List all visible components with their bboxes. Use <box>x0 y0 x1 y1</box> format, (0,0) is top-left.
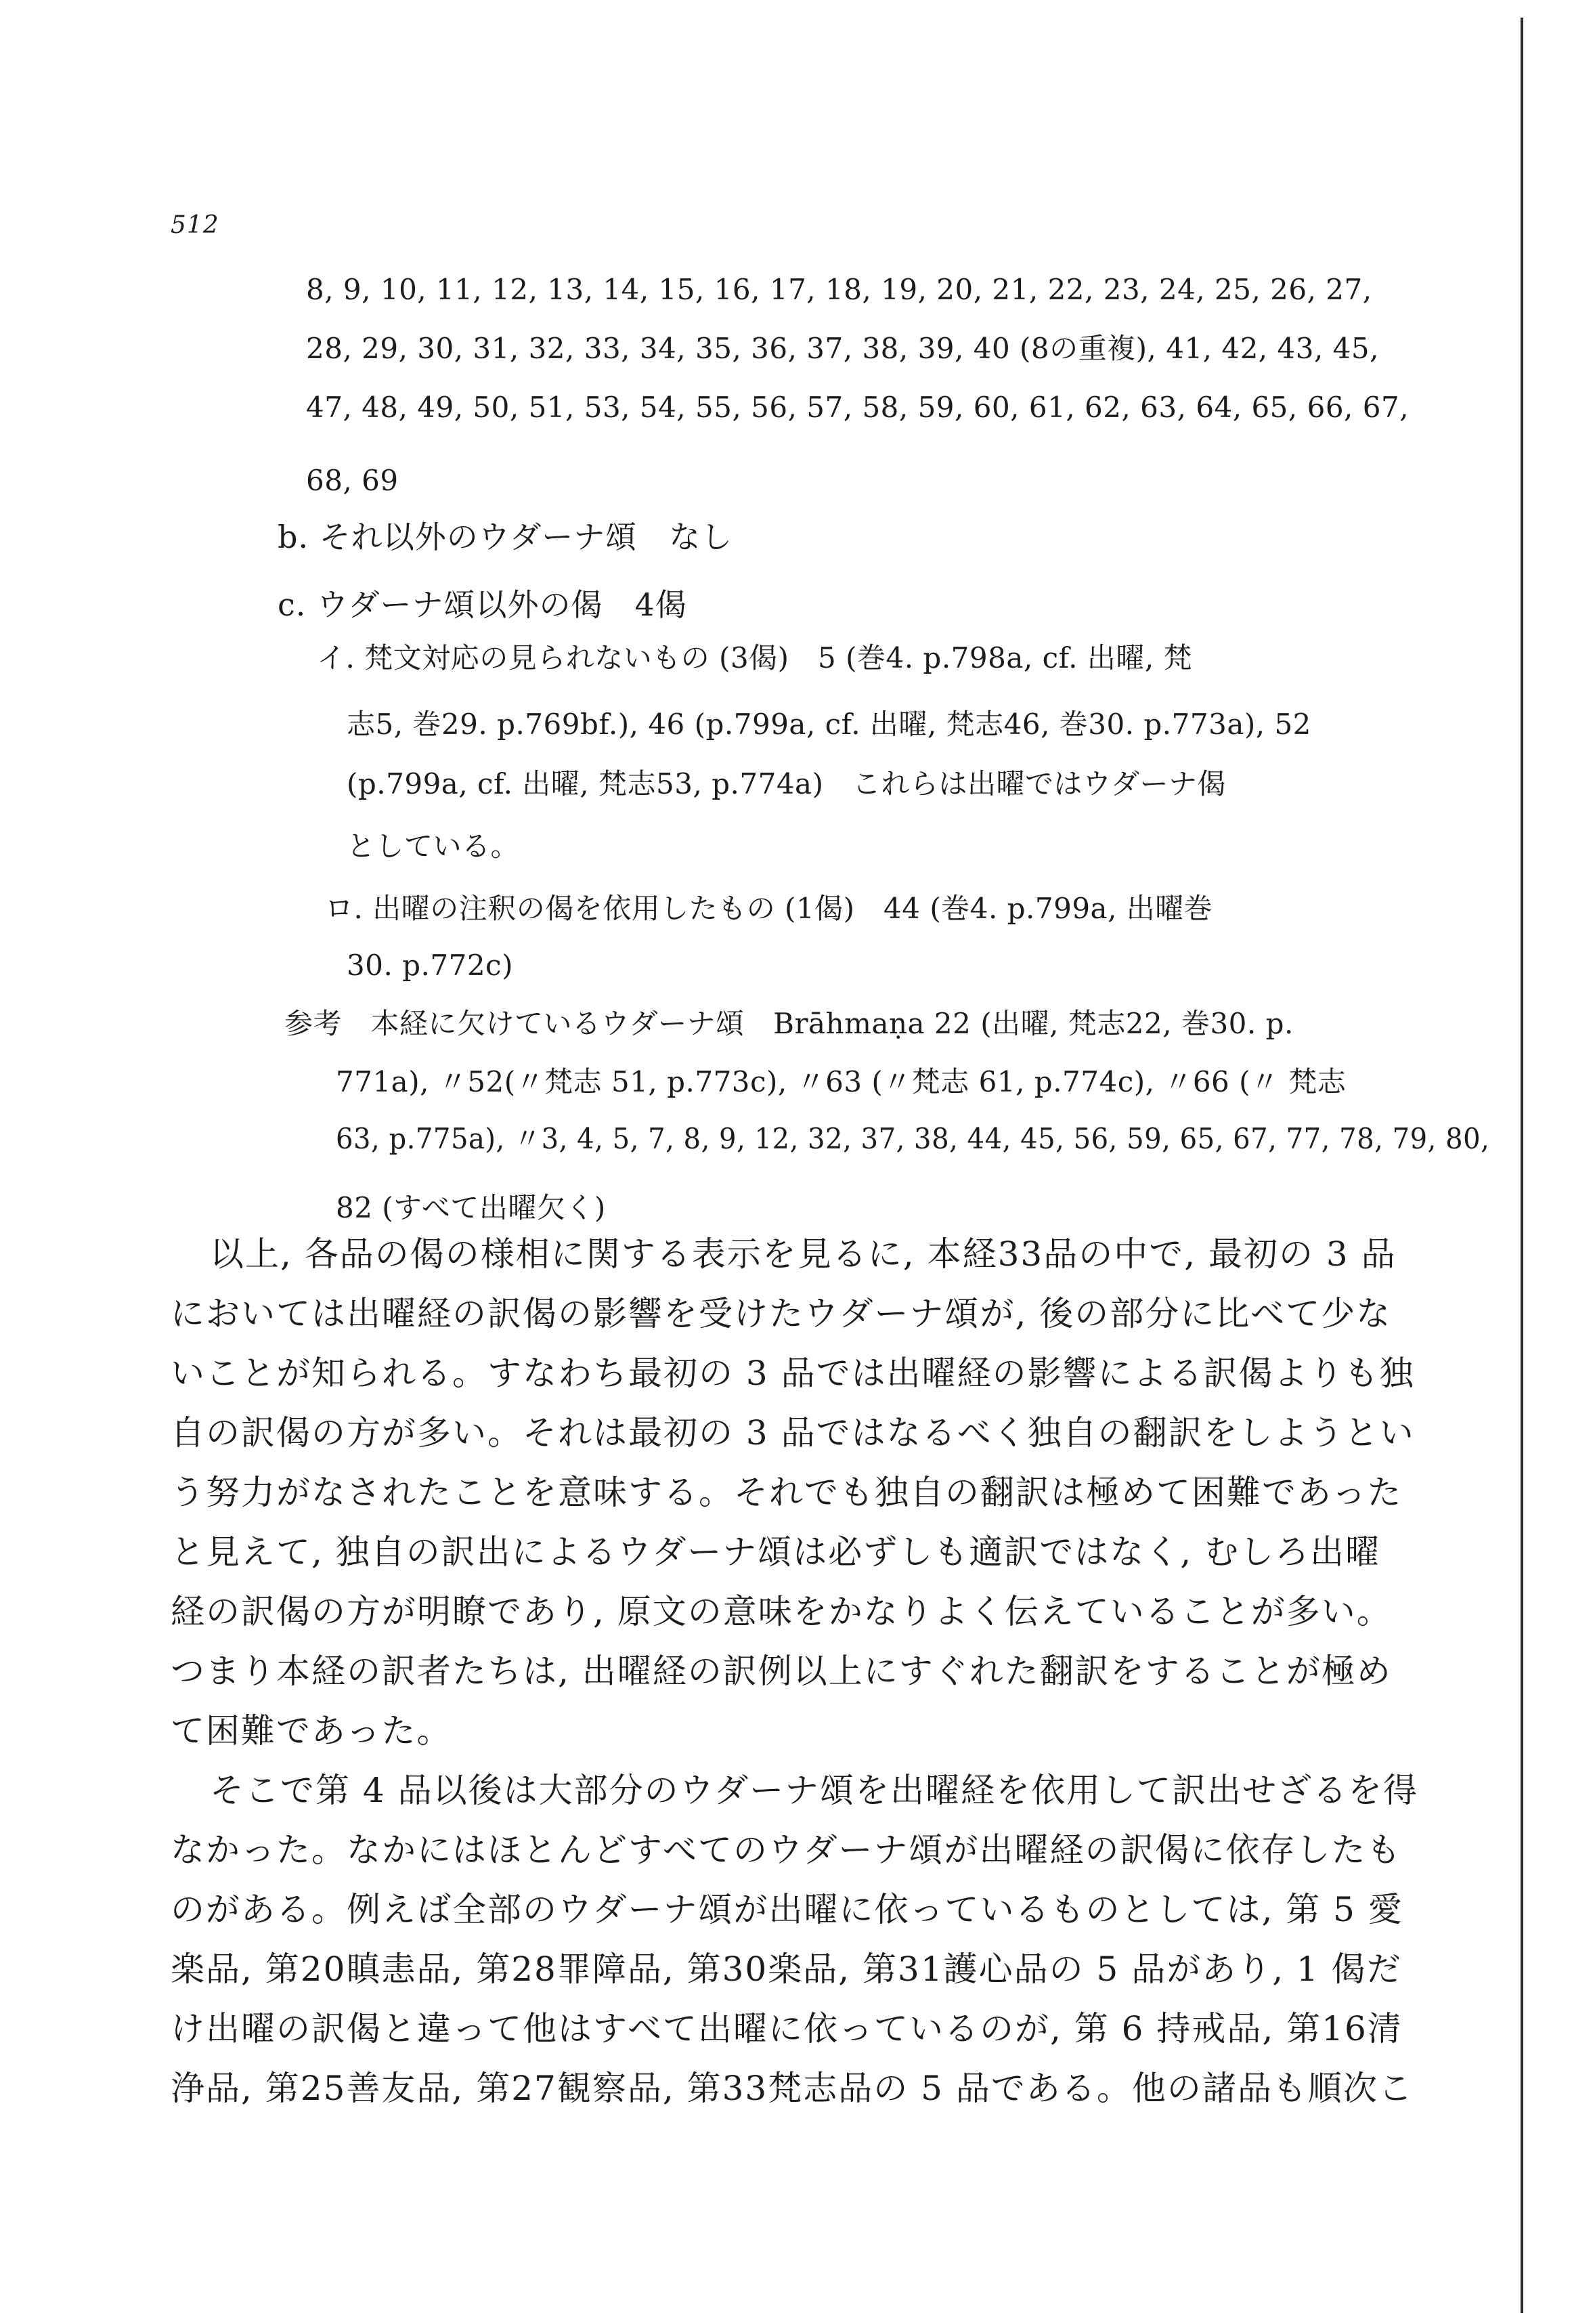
paragraph-line: つまり本経の訳者たちは, 出曜経の訳例以上にすぐれた翻訳をすることが極め <box>171 1652 1392 1691</box>
paragraph-line: なかった。なかにはほとんどすべてのウダーナ頌が出曜経の訳偈に依存したも <box>171 1830 1402 1870</box>
sub-item-i-line: としている。 <box>347 830 520 863</box>
reference-line: 771a), 〃52(〃梵志 51, p.773c), 〃63 (〃梵志 61, p.774c), 〃66 (〃 梵志 <box>336 1065 1347 1098</box>
list-line: 8, 9, 10, 11, 12, 13, 14, 15, 16, 17, 18, 19, 20, 21, 22, 23, 24, 25, 26, 27, <box>306 273 1372 306</box>
paragraph-line: においては出曜経の訳偈の影響を受けたウダーナ頌が, 後の部分に比べて少な <box>171 1294 1392 1333</box>
list-line: 47, 48, 49, 50, 51, 53, 54, 55, 56, 57, 58, 59, 60, 61, 62, 63, 64, 65, 66, 67, <box>306 391 1410 424</box>
list-line: 68, 69 <box>306 464 399 497</box>
paragraph-line: そこで第 4 品以後は大部分のウダーナ頌を出曜経を依用して訳出せざるを得 <box>210 1771 1419 1810</box>
paragraph-line: 以上, 各品の偈の様相に関する表示を見るに, 本経33品の中で, 最初の 3 品 <box>210 1234 1397 1274</box>
item-c: c. ウダーナ頌以外の偈 4偈 <box>278 586 687 623</box>
paragraph-line: け出曜の訳偈と違って他はすべて出曜に依っているのが, 第 6 持戒品, 第16清 <box>171 2009 1403 2048</box>
sub-item-ro-line: 30. p.772c) <box>347 949 513 982</box>
reference-line: 63, p.775a), 〃3, 4, 5, 7, 8, 9, 12, 32, 37, 38, 44, 45, 56, 59, 65, 67, 77, 78, 79, 80, <box>336 1122 1490 1155</box>
paragraph-line: のがある。例えば全部のウダーナ頌が出曜に依っているものとしては, 第 5 愛 <box>171 1890 1403 1929</box>
paragraph-line: 浄品, 第25善友品, 第27観察品, 第33梵志品の 5 品である。他の諸品も順次こ <box>171 2069 1414 2108</box>
sub-item-i-line: 志5, 巻29. p.769bf.), 46 (p.799a, cf. 出曜, 梵志46, 巻30. p.773a), 52 <box>347 708 1311 741</box>
paragraph-line: 自の訳偈の方が多い。それは最初の 3 品ではなるべく独自の翻訳をしようとい <box>171 1413 1415 1452</box>
reference-heading: 参考 本経に欠けているウダーナ頌 Brāhmaṇa 22 (出曜, 梵志22, 巻30. p. <box>284 1007 1294 1040</box>
paragraph-line: 楽品, 第20瞋恚品, 第28罪障品, 第30楽品, 第31護心品の 5 品があり, 1 偈だ <box>171 1950 1402 1989</box>
list-line: 28, 29, 30, 31, 32, 33, 34, 35, 36, 37, 38, 39, 40 (8の重複), 41, 42, 43, 45, <box>306 332 1379 365</box>
page-edge-line <box>1521 18 1523 2313</box>
sub-item-i: イ. 梵文対応の見られないもの (3偈) 5 (巻4. p.798a, cf. 出曜, 梵 <box>317 641 1193 674</box>
sub-item-i-line: (p.799a, cf. 出曜, 梵志53, p.774a) これらは出曜ではウダーナ偈 <box>347 767 1227 800</box>
paragraph-line: と見えて, 独自の訳出によるウダーナ頌は必ずしも適訳ではなく, むしろ出曜 <box>171 1532 1381 1572</box>
paragraph-line: 経の訳偈の方が明瞭であり, 原文の意味をかなりよく伝えていることが多い。 <box>171 1592 1392 1631</box>
paragraph-line: て困難であった。 <box>171 1711 452 1750</box>
sub-item-ro: ロ. 出曜の注釈の偈を依用したもの (1偈) 44 (巻4. p.799a, 出曜巻 <box>325 892 1213 925</box>
item-b: b. それ以外のウダーナ頌 なし <box>278 519 733 555</box>
paragraph-line: いことが知られる。すなわち最初の 3 品では出曜経の影響による訳偈よりも独 <box>171 1354 1415 1393</box>
page-number: 512 <box>171 211 219 239</box>
reference-line: 82 (すべて出曜欠く) <box>336 1191 606 1224</box>
paragraph-line: う努力がなされたことを意味する。それでも独自の翻訳は極めて困難であった <box>171 1473 1403 1512</box>
